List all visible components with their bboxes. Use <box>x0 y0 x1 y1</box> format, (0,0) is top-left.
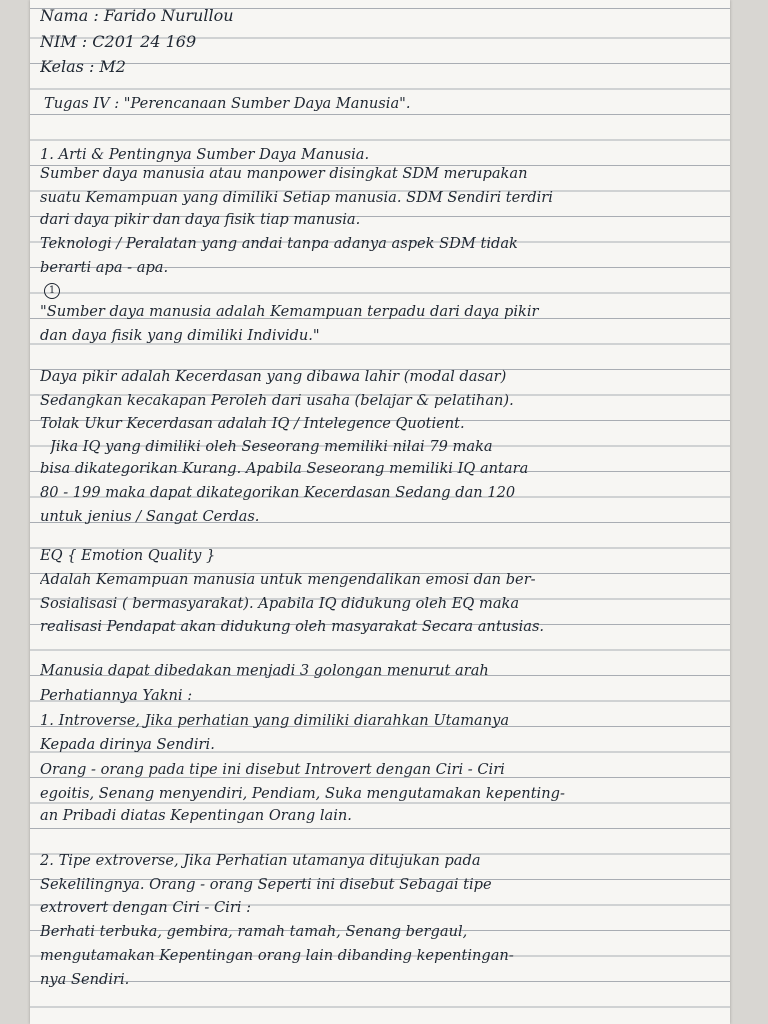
text-line: an Pribadi diatas Kepentingan Orang lain. <box>40 807 352 824</box>
text-line: Kepada dirinya Sendiri. <box>40 736 215 753</box>
text-line: Manusia dapat dibedakan menjadi 3 golongan menurut arah <box>40 662 489 679</box>
text-line: extrovert dengan Ciri - Ciri : <box>40 899 252 916</box>
text-line: Teknologi / Peralatan yang andai tanpa adanya aspek SDM tidak <box>40 235 518 252</box>
text-line: Berhati terbuka, gembira, ramah tamah, Senang bergaul, <box>40 923 468 940</box>
quote-line: "Sumber daya manusia adalah Kemampuan terpadu dari daya pikir <box>40 303 539 320</box>
text-line: mengutamakan Kepentingan orang lain dibanding kepentingan- <box>40 947 514 964</box>
text-line: Perhatiannya Yakni : <box>40 687 193 704</box>
assignment-title: Tugas IV : "Perencanaan Sumber Daya Manusia". <box>44 95 411 112</box>
text-line: 80 - 199 maka dapat dikategorikan Kecerdasan Sedang dan 120 <box>40 484 516 501</box>
text-line: suatu Kemampuan yang dimiliki Setiap manusia. SDM Sendiri terdiri <box>40 189 553 206</box>
student-class: Kelas : M2 <box>40 57 126 76</box>
text-line: Sumber daya manusia atau manpower disingkat SDM merupakan <box>40 165 528 182</box>
text-line: Sosialisasi ( bermasyarakat). Apabila IQ didukung oleh EQ maka <box>40 595 520 612</box>
text-line: untuk jenius / Sangat Cerdas. <box>40 508 260 525</box>
section-heading: EQ { Emotion Quality } <box>40 547 216 564</box>
text-line: bisa dikategorikan Kurang. Apabila Seseorang memiliki IQ antara <box>40 460 529 477</box>
text-line: Orang - orang pada tipe ini disebut Introvert dengan Ciri - Ciri <box>40 761 505 778</box>
text-line: 1. Introverse, Jika perhatian yang dimiliki diarahkan Utamanya <box>40 712 510 729</box>
text-line: nya Sendiri. <box>40 971 130 988</box>
text-line: 2. Tipe extroverse, Jika Perhatian utamanya ditujukan pada <box>40 852 481 869</box>
circled-marker <box>44 279 724 299</box>
text-line: egoitis, Senang menyendiri, Pendiam, Suka mengutamakan kepenting- <box>40 785 565 802</box>
text-line: realisasi Pendapat akan didukung oleh masyarakat Secara antusias. <box>40 618 545 635</box>
text-line: Sekelilingnya. Orang - orang Seperti ini disebut Sebagai tipe <box>40 876 492 893</box>
student-name: Nama : Farido Nurullou <box>40 6 234 25</box>
notebook-page <box>30 0 730 1024</box>
text-line: Jika IQ yang dimiliki oleh Seseorang memiliki nilai 79 maka <box>50 438 493 455</box>
text-line: Adalah Kemampuan manusia untuk mengendalikan emosi dan ber- <box>40 571 536 588</box>
student-nim: NIM : C201 24 169 <box>40 32 197 51</box>
text-line: berarti apa - apa. <box>40 259 169 276</box>
text-line: Daya pikir adalah Kecerdasan yang dibawa lahir (modal dasar) <box>40 368 507 385</box>
quote-line: dan daya fisik yang dimiliki Individu." <box>40 327 320 344</box>
text-line: Sedangkan kecakapan Peroleh dari usaha (belajar & pelatihan). <box>40 392 514 409</box>
section-heading: 1. Arti & Pentingnya Sumber Daya Manusia. <box>40 146 370 163</box>
text-line: dari daya pikir dan daya fisik tiap manusia. <box>40 211 361 228</box>
circled-number: 1 <box>44 283 60 299</box>
text-line: Tolak Ukur Kecerdasan adalah IQ / Intelegence Quotient. <box>40 415 465 432</box>
